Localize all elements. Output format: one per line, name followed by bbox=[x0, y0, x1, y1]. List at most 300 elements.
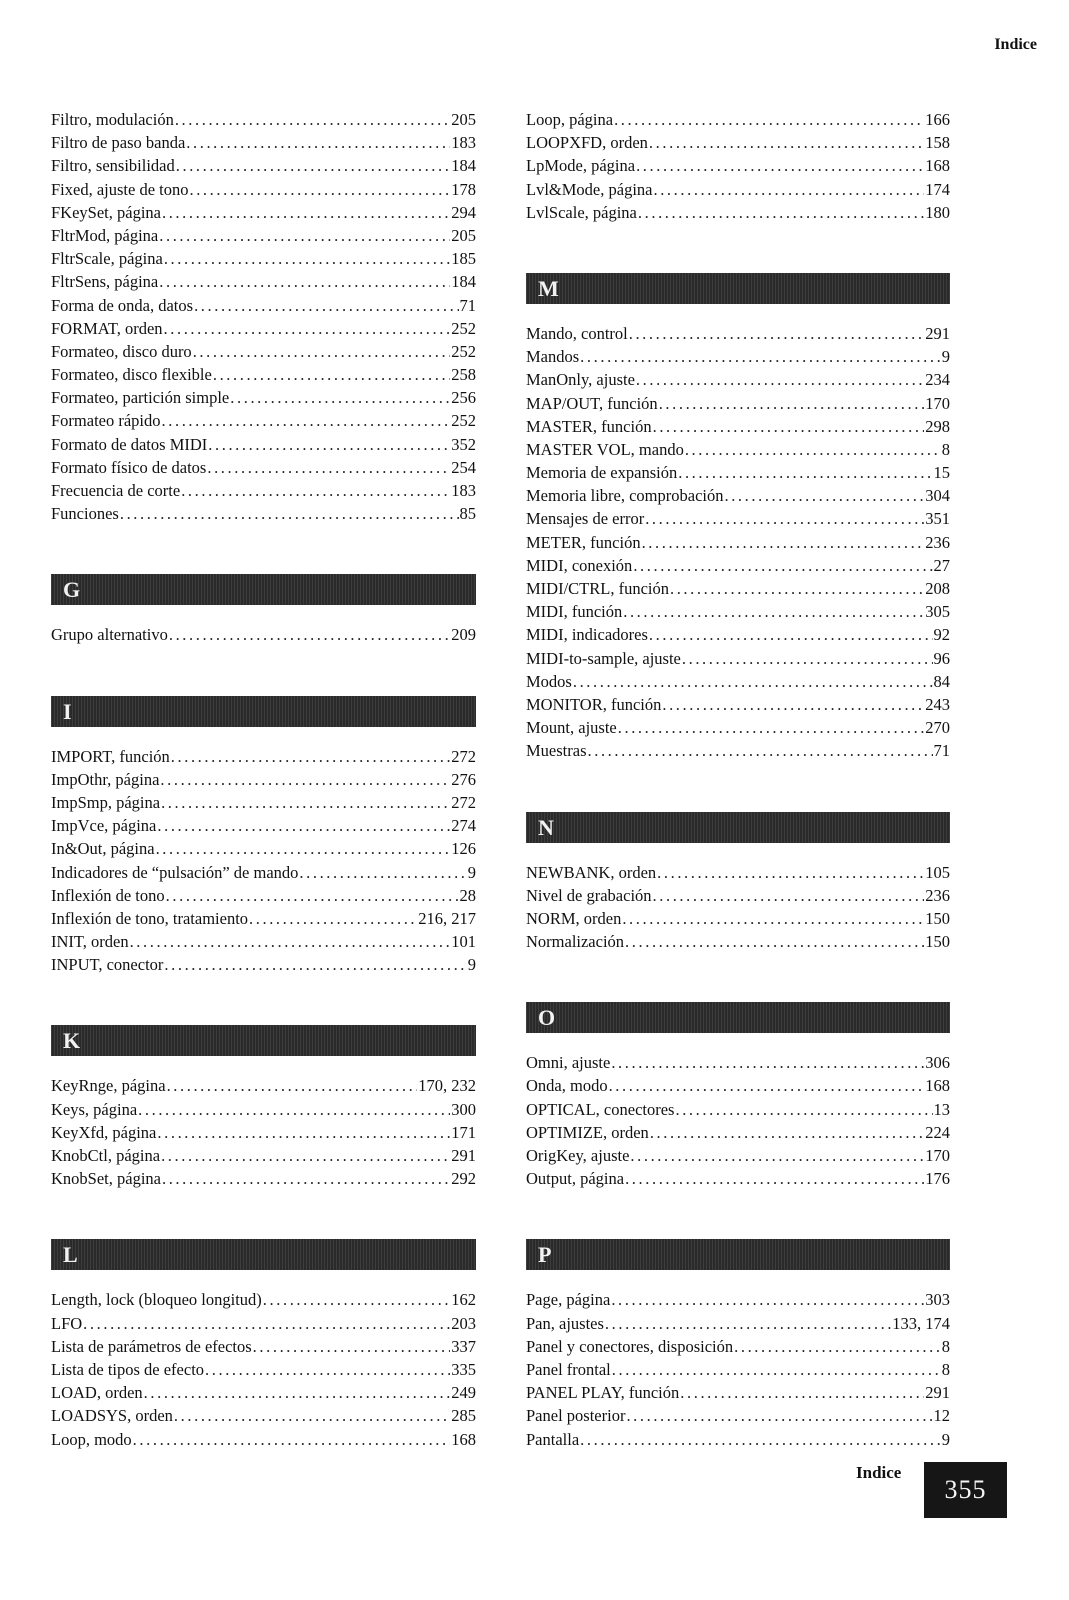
index-term: MIDI, conexión bbox=[526, 555, 633, 575]
index-page-ref: 9 bbox=[941, 347, 950, 367]
index-page-ref: 252 bbox=[451, 411, 476, 431]
dot-leader bbox=[83, 1312, 450, 1335]
index-entry bbox=[51, 178, 476, 201]
index-entry bbox=[51, 363, 476, 386]
index-page-ref: 13 bbox=[933, 1099, 950, 1119]
index-term: ImpSmp, página bbox=[51, 792, 161, 812]
dot-leader bbox=[174, 1404, 450, 1427]
index-page-ref: 300 bbox=[451, 1099, 476, 1119]
index-entry bbox=[51, 294, 476, 317]
index-entry bbox=[526, 1288, 950, 1311]
index-page-ref: 8 bbox=[941, 439, 950, 459]
index-column-left bbox=[51, 108, 476, 1451]
index-term: Mandos bbox=[526, 347, 580, 367]
dot-leader bbox=[208, 433, 450, 456]
dot-leader bbox=[159, 224, 450, 247]
index-entry bbox=[51, 201, 476, 224]
index-term: NEWBANK, orden bbox=[526, 862, 657, 882]
index-page-ref: 216, 217 bbox=[418, 908, 476, 928]
dot-leader bbox=[614, 108, 924, 131]
index-term: Muestras bbox=[526, 741, 587, 761]
index-entry bbox=[51, 1121, 476, 1144]
index-page-ref: 126 bbox=[451, 839, 476, 859]
section-letter: L bbox=[63, 1242, 78, 1268]
dot-leader bbox=[157, 1121, 450, 1144]
dot-leader bbox=[189, 178, 450, 201]
index-term: Normalización bbox=[526, 932, 625, 952]
dot-leader bbox=[642, 531, 925, 554]
section-letter: G bbox=[63, 577, 81, 603]
dot-leader bbox=[580, 1428, 941, 1451]
index-page-ref: 71 bbox=[459, 295, 476, 315]
index-term: MONITOR, función bbox=[526, 694, 662, 714]
index-page-ref: 168 bbox=[925, 156, 950, 176]
footer-label: Indice bbox=[856, 1463, 902, 1482]
index-entry bbox=[526, 1335, 950, 1358]
dot-leader bbox=[156, 837, 451, 860]
index-term: Lista de parámetros de efectos bbox=[51, 1336, 252, 1356]
index-term: PANEL PLAY, función bbox=[526, 1383, 680, 1403]
index-page-ref: 294 bbox=[451, 202, 476, 222]
dot-leader bbox=[166, 884, 459, 907]
index-entry bbox=[51, 154, 476, 177]
index-page-ref: 8 bbox=[941, 1359, 950, 1379]
index-entry bbox=[526, 670, 950, 693]
index-entry bbox=[526, 716, 950, 739]
index-term: Omni, ajuste bbox=[526, 1053, 611, 1073]
index-term: ManOnly, ajuste bbox=[526, 370, 635, 390]
section-letter-bar bbox=[526, 812, 950, 843]
index-term: Panel posterior bbox=[526, 1406, 626, 1426]
index-page-ref: 9 bbox=[941, 1429, 950, 1449]
index-term: Output, página bbox=[526, 1169, 625, 1189]
index-entry bbox=[51, 884, 476, 907]
index-page-ref: 185 bbox=[451, 249, 476, 269]
dot-leader bbox=[724, 484, 924, 507]
dot-leader bbox=[649, 623, 933, 646]
index-column-right bbox=[526, 108, 950, 1451]
dot-leader bbox=[588, 739, 933, 762]
index-term: FORMAT, orden bbox=[51, 318, 163, 338]
index-entry bbox=[51, 814, 476, 837]
dot-leader bbox=[299, 861, 466, 884]
dot-leader bbox=[636, 368, 924, 391]
index-page-ref: 254 bbox=[451, 457, 476, 477]
index-term: OPTIMIZE, orden bbox=[526, 1122, 649, 1142]
index-page-ref: 236 bbox=[925, 885, 950, 905]
dot-leader bbox=[605, 1312, 891, 1335]
index-section-n bbox=[526, 812, 950, 954]
index-entry bbox=[51, 502, 476, 525]
dot-leader bbox=[678, 461, 932, 484]
index-entry bbox=[526, 1312, 950, 1335]
index-term: Lista de tipos de efecto bbox=[51, 1359, 205, 1379]
dot-leader bbox=[680, 1381, 924, 1404]
dot-leader bbox=[653, 884, 925, 907]
index-page-ref: 71 bbox=[933, 741, 950, 761]
index-entry bbox=[526, 438, 950, 461]
dot-leader bbox=[207, 456, 450, 479]
dot-leader bbox=[662, 693, 924, 716]
index-page-ref: 162 bbox=[451, 1290, 476, 1310]
dot-leader bbox=[263, 1288, 450, 1311]
index-entry bbox=[51, 768, 476, 791]
index-entry bbox=[51, 1098, 476, 1121]
index-term: Mensajes de error bbox=[526, 509, 645, 529]
dot-leader bbox=[657, 861, 924, 884]
index-page-ref: 337 bbox=[451, 1336, 476, 1356]
dot-leader bbox=[161, 791, 450, 814]
index-entry bbox=[51, 745, 476, 768]
index-page-ref: 304 bbox=[925, 486, 950, 506]
index-term: ImpOthr, página bbox=[51, 769, 160, 789]
index-page-ref: 8 bbox=[941, 1336, 950, 1356]
index-page-ref: 150 bbox=[925, 908, 950, 928]
index-term: Nivel de grabación bbox=[526, 885, 652, 905]
index-term: INIT, orden bbox=[51, 932, 129, 952]
index-entry bbox=[51, 837, 476, 860]
index-term: KnobCtl, página bbox=[51, 1146, 161, 1165]
dot-leader bbox=[193, 340, 451, 363]
index-term: Mando, control bbox=[526, 323, 628, 343]
index-term: Formateo, disco flexible bbox=[51, 365, 212, 385]
index-section-g bbox=[51, 574, 476, 646]
dot-leader bbox=[167, 1074, 418, 1097]
index-term: Loop, página bbox=[526, 110, 614, 129]
index-entry bbox=[526, 131, 950, 154]
dot-leader bbox=[120, 502, 459, 525]
index-entry bbox=[51, 433, 476, 456]
index-page-ref: 252 bbox=[451, 318, 476, 338]
index-term: FltrSens, página bbox=[51, 272, 159, 292]
index-page-ref: 276 bbox=[451, 769, 476, 789]
dot-leader bbox=[144, 1381, 451, 1404]
index-entry bbox=[526, 108, 950, 131]
index-page-ref: 174 bbox=[925, 179, 950, 199]
dot-leader bbox=[162, 1167, 450, 1190]
index-entry bbox=[526, 1098, 950, 1121]
index-term: OPTICAL, conectores bbox=[526, 1099, 675, 1119]
index-section-o bbox=[526, 1002, 950, 1190]
index-page-ref: 258 bbox=[451, 365, 476, 385]
index-term: Pan, ajustes bbox=[526, 1313, 604, 1333]
section-letter-bar bbox=[51, 1239, 476, 1270]
index-term: Panel y conectores, disposición bbox=[526, 1336, 734, 1356]
index-entry bbox=[51, 953, 476, 976]
index-term: Length, lock (bloqueo longitud) bbox=[51, 1290, 262, 1310]
dot-leader bbox=[253, 1335, 451, 1358]
dot-leader bbox=[164, 247, 450, 270]
index-page-ref: 291 bbox=[925, 1383, 950, 1403]
index-term: Panel frontal bbox=[526, 1359, 611, 1379]
index-page-ref: 170 bbox=[925, 393, 950, 413]
index-entry bbox=[526, 693, 950, 716]
dot-leader bbox=[630, 1144, 924, 1167]
index-entry bbox=[526, 1358, 950, 1381]
index-entry bbox=[51, 1288, 476, 1311]
index-page-ref: 170, 232 bbox=[418, 1076, 476, 1096]
dot-leader bbox=[685, 438, 941, 461]
index-entry bbox=[526, 739, 950, 762]
index-page-ref: 274 bbox=[451, 816, 476, 836]
index-page-ref: 15 bbox=[933, 463, 950, 483]
index-page-ref: 292 bbox=[451, 1169, 476, 1189]
index-term: MASTER, función bbox=[526, 416, 652, 436]
dot-leader bbox=[138, 1098, 450, 1121]
index-page-ref: 205 bbox=[451, 225, 476, 245]
index-page-ref: 243 bbox=[925, 694, 950, 714]
index-term: MIDI-to-sample, ajuste bbox=[526, 648, 681, 668]
dot-leader bbox=[625, 1167, 924, 1190]
index-entry bbox=[51, 247, 476, 270]
index-page-ref: 352 bbox=[451, 434, 476, 454]
dot-leader bbox=[629, 322, 925, 345]
index-page-ref: 92 bbox=[933, 625, 950, 645]
dot-leader bbox=[675, 1098, 932, 1121]
index-entry bbox=[526, 577, 950, 600]
index-entry bbox=[51, 131, 476, 154]
index-term: LOOPXFD, orden bbox=[526, 133, 648, 153]
dot-leader bbox=[176, 154, 451, 177]
index-term: MIDI, indicadores bbox=[526, 625, 648, 645]
index-entry bbox=[51, 930, 476, 953]
index-term: Memoria de expansión bbox=[526, 463, 678, 483]
index-term: Formateo, partición simple bbox=[51, 388, 230, 408]
index-page-ref: 335 bbox=[451, 1359, 476, 1379]
index-entry bbox=[526, 647, 950, 670]
index-term: Onda, modo bbox=[526, 1076, 608, 1096]
index-term: MIDI, función bbox=[526, 602, 623, 622]
index-page-ref: 101 bbox=[451, 932, 476, 952]
index-page-ref: 234 bbox=[925, 370, 950, 390]
index-entry bbox=[526, 415, 950, 438]
dot-leader bbox=[622, 907, 924, 930]
index-entry bbox=[526, 884, 950, 907]
index-entry bbox=[51, 224, 476, 247]
index-term: FltrMod, página bbox=[51, 225, 159, 245]
dot-leader bbox=[157, 814, 450, 837]
index-term: Keys, página bbox=[51, 1099, 138, 1119]
index-entry bbox=[526, 1051, 950, 1074]
index-entry bbox=[526, 1404, 950, 1427]
section-letter: I bbox=[63, 698, 72, 724]
index-term: FltrScale, página bbox=[51, 249, 163, 269]
index-entry bbox=[526, 623, 950, 646]
index-section-i bbox=[51, 696, 476, 977]
dot-leader bbox=[573, 670, 933, 693]
dot-leader bbox=[636, 154, 924, 177]
dot-leader bbox=[159, 270, 450, 293]
index-page-ref: 306 bbox=[925, 1053, 950, 1073]
index-term: Page, página bbox=[526, 1290, 611, 1310]
index-term: Formato físico de datos bbox=[51, 457, 207, 477]
index-term: Filtro, modulación bbox=[51, 110, 174, 129]
index-term: Funciones bbox=[51, 504, 119, 524]
index-term: Forma de onda, datos bbox=[51, 295, 194, 315]
index-entry bbox=[51, 317, 476, 340]
index-entry bbox=[51, 1335, 476, 1358]
index-term: Lvl&Mode, página bbox=[526, 179, 653, 199]
index-page-ref: 183 bbox=[451, 133, 476, 153]
index-entry bbox=[526, 1121, 950, 1144]
index-term: LFO bbox=[51, 1313, 83, 1333]
dot-leader bbox=[653, 178, 924, 201]
index-term: MAP/OUT, función bbox=[526, 393, 658, 413]
index-page-ref: 236 bbox=[925, 532, 950, 552]
index-entry bbox=[526, 1144, 950, 1167]
dot-leader bbox=[638, 201, 924, 224]
index-term: Modos bbox=[526, 671, 572, 691]
index-term: OrigKey, ajuste bbox=[526, 1146, 630, 1165]
index-entry bbox=[51, 1144, 476, 1167]
index-entry bbox=[51, 1074, 476, 1097]
index-section-m bbox=[526, 273, 950, 763]
index-term: NORM, orden bbox=[526, 908, 622, 928]
index-term: Pantalla bbox=[526, 1429, 580, 1449]
index-entry bbox=[51, 479, 476, 502]
index-term: KeyRnge, página bbox=[51, 1076, 166, 1096]
index-term: Grupo alternativo bbox=[51, 625, 168, 645]
index-entry bbox=[526, 600, 950, 623]
index-term: ImpVce, página bbox=[51, 816, 157, 836]
dot-leader bbox=[611, 1051, 924, 1074]
dot-leader bbox=[633, 554, 932, 577]
dot-leader bbox=[133, 1428, 451, 1451]
dot-leader bbox=[171, 745, 450, 768]
index-entry bbox=[526, 345, 950, 368]
dot-leader bbox=[249, 907, 417, 930]
index-entry bbox=[51, 1167, 476, 1190]
index-page-ref: 203 bbox=[451, 1313, 476, 1333]
index-entry bbox=[526, 392, 950, 415]
index-entry bbox=[526, 531, 950, 554]
dot-leader bbox=[734, 1335, 941, 1358]
index-entry bbox=[526, 1074, 950, 1097]
index-entry bbox=[526, 930, 950, 953]
index-entry bbox=[526, 178, 950, 201]
index-page-ref: 168 bbox=[925, 1076, 950, 1096]
index-page-ref: 168 bbox=[451, 1429, 476, 1449]
index-term: Indicadores de “pulsación” de mando bbox=[51, 862, 299, 882]
index-entry bbox=[51, 409, 476, 432]
dot-leader bbox=[162, 201, 450, 224]
dot-leader bbox=[162, 409, 451, 432]
index-term: In&Out, página bbox=[51, 839, 155, 859]
dot-leader bbox=[650, 1121, 924, 1144]
index-term: INPUT, conector bbox=[51, 955, 164, 975]
dot-leader bbox=[164, 953, 466, 976]
index-page-ref: 291 bbox=[925, 323, 950, 343]
section-letter-bar bbox=[526, 1002, 950, 1033]
dot-leader bbox=[670, 577, 924, 600]
index-page-ref: 252 bbox=[451, 341, 476, 361]
index-term: Inflexión de tono, tratamiento bbox=[51, 908, 249, 928]
dot-leader bbox=[625, 930, 924, 953]
section-letter: P bbox=[538, 1242, 552, 1268]
section-letter-bar bbox=[51, 574, 476, 605]
page-number: 355 bbox=[924, 1462, 1007, 1518]
index-entry bbox=[51, 623, 476, 646]
index-term: LOAD, orden bbox=[51, 1383, 143, 1403]
index-page-ref: 183 bbox=[451, 481, 476, 500]
index-page-ref: 184 bbox=[451, 272, 476, 292]
index-page-ref: 85 bbox=[459, 504, 476, 524]
dot-leader bbox=[213, 363, 450, 386]
index-page-ref: 224 bbox=[925, 1122, 950, 1142]
index-term: Filtro, sensibilidad bbox=[51, 156, 175, 176]
dot-leader bbox=[626, 1404, 932, 1427]
index-page-ref: 209 bbox=[451, 625, 476, 645]
section-letter-bar bbox=[51, 696, 476, 727]
index-entry bbox=[526, 1167, 950, 1190]
index-term: KeyXfd, página bbox=[51, 1122, 157, 1142]
index-term: FKeySet, página bbox=[51, 202, 161, 222]
index-entry bbox=[526, 507, 950, 530]
index-section-continued bbox=[51, 108, 476, 525]
index-page-ref: 9 bbox=[467, 955, 476, 975]
section-letter: K bbox=[63, 1028, 81, 1054]
index-term: KnobSet, página bbox=[51, 1169, 161, 1189]
index-page-ref: 270 bbox=[925, 718, 950, 738]
dot-leader bbox=[194, 294, 458, 317]
dot-leader bbox=[580, 345, 941, 368]
index-entry bbox=[526, 154, 950, 177]
index-page-ref: 176 bbox=[925, 1169, 950, 1189]
dot-leader bbox=[164, 317, 451, 340]
section-letter-bar bbox=[526, 1239, 950, 1270]
dot-leader bbox=[659, 392, 925, 415]
index-term: Memoria libre, comprobación bbox=[526, 486, 724, 506]
index-entry bbox=[51, 861, 476, 884]
index-term: LpMode, página bbox=[526, 156, 636, 176]
index-term: MASTER VOL, mando bbox=[526, 439, 684, 459]
index-entry bbox=[51, 1381, 476, 1404]
index-entry bbox=[526, 368, 950, 391]
dot-leader bbox=[161, 1144, 450, 1167]
index-page-ref: 184 bbox=[451, 156, 476, 176]
index-page-ref: 303 bbox=[925, 1290, 950, 1310]
dot-leader bbox=[645, 507, 924, 530]
index-page-ref: 133, 174 bbox=[892, 1313, 950, 1333]
index-entry bbox=[51, 1358, 476, 1381]
index-entry bbox=[51, 1428, 476, 1451]
index-page-ref: 291 bbox=[451, 1146, 476, 1165]
section-letter: O bbox=[538, 1005, 556, 1031]
index-page-ref: 178 bbox=[451, 179, 476, 199]
index-entry bbox=[526, 484, 950, 507]
index-entry bbox=[526, 201, 950, 224]
index-page-ref: 166 bbox=[925, 110, 950, 129]
index-entry bbox=[526, 907, 950, 930]
index-term: LvlScale, página bbox=[526, 202, 637, 222]
index-term: Inflexión de tono bbox=[51, 885, 165, 905]
dot-leader bbox=[609, 1074, 925, 1097]
index-page-ref: 256 bbox=[451, 388, 476, 408]
index-term: Loop, modo bbox=[51, 1429, 132, 1449]
index-entry bbox=[526, 322, 950, 345]
dot-leader bbox=[682, 647, 933, 670]
dot-leader bbox=[130, 930, 451, 953]
index-entry bbox=[526, 554, 950, 577]
section-letter: N bbox=[538, 814, 554, 840]
index-page-ref: 27 bbox=[933, 555, 950, 575]
section-letter: M bbox=[538, 275, 559, 301]
index-entry bbox=[51, 456, 476, 479]
index-page-ref: 272 bbox=[451, 792, 476, 812]
index-term: IMPORT, función bbox=[51, 746, 170, 766]
index-section-continued bbox=[526, 108, 950, 224]
index-entry bbox=[51, 340, 476, 363]
